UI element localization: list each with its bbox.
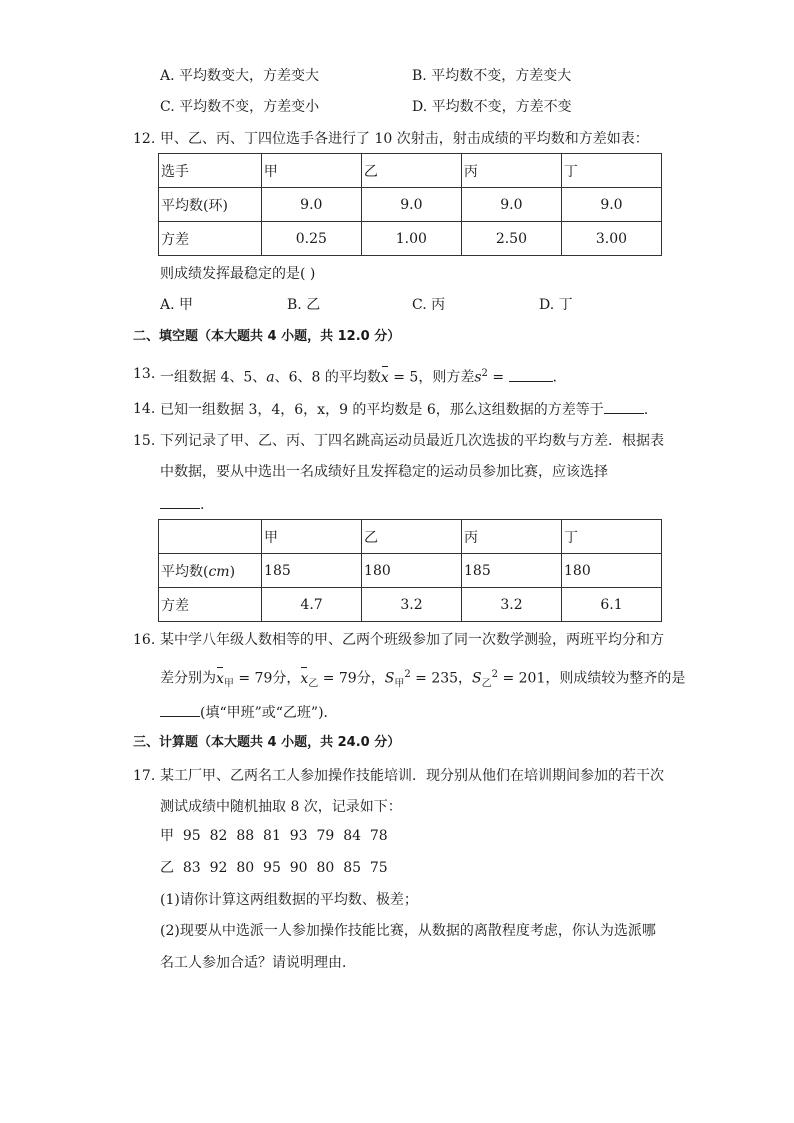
text: 已知一组数据 3，4，6，x，9 的平均数是 6，那么这组数据的方差等于 bbox=[160, 402, 604, 418]
math-xbar: x bbox=[380, 369, 389, 386]
text: 一组数据 4、5、 bbox=[160, 369, 267, 386]
q17-part2-line2: 名工人参加合适？请说明理由． bbox=[160, 955, 356, 971]
q17-number: 17. bbox=[133, 768, 156, 784]
table-cell: 丙 bbox=[461, 154, 561, 188]
table-row bbox=[159, 554, 662, 588]
subscript: 乙 bbox=[481, 678, 492, 690]
q12-table bbox=[158, 153, 662, 256]
q17-line2: 测试成绩中随机抽取 8 次，记录如下： bbox=[160, 799, 402, 815]
text: = 5，则方差 bbox=[388, 369, 475, 386]
answer-blank[interactable] bbox=[604, 399, 644, 414]
table-cell: 1.00 bbox=[361, 222, 461, 256]
text: . bbox=[552, 369, 557, 386]
table-cell bbox=[159, 554, 262, 588]
text: 、6、8 的平均数 bbox=[274, 369, 381, 386]
table-cell: 180 bbox=[562, 554, 662, 588]
table-row bbox=[159, 154, 662, 188]
q15-answer-line bbox=[160, 494, 204, 515]
table-cell: 0.25 bbox=[261, 222, 361, 256]
text: = 79分， bbox=[318, 670, 385, 687]
table-cell: 9.0 bbox=[461, 188, 561, 222]
text: 平均数( bbox=[161, 563, 209, 580]
q12-text: 甲、乙、丙、丁四位选手各进行了 10 次射击，射击成绩的平均数和方差如表： bbox=[160, 131, 649, 147]
table-cell: 6.1 bbox=[562, 588, 662, 622]
table-row bbox=[159, 222, 662, 256]
q17-part2-line1: (2)现要从中选派一人参加操作技能比赛，从数据的离散程度考虑，你认为选派哪 bbox=[160, 923, 656, 939]
table-cell: 9.0 bbox=[261, 188, 361, 222]
text: (填“甲班”或“乙班”)． bbox=[200, 705, 338, 721]
table-cell: 乙 bbox=[362, 520, 462, 554]
table-cell: 方差 bbox=[159, 222, 262, 256]
q16-line2 bbox=[160, 665, 685, 694]
text: = bbox=[487, 369, 509, 386]
section-heading-calculation: 三、计算题（本大题共 4 小题，共 24.0 分） bbox=[133, 735, 401, 750]
table-cell: 185 bbox=[262, 554, 362, 588]
q15-number: 15. bbox=[133, 433, 156, 449]
q12-number: 12. bbox=[133, 131, 156, 147]
q11-option-d: D. 平均数不变，方差不变 bbox=[412, 99, 572, 115]
math-var: s bbox=[474, 369, 482, 386]
subscript: 甲 bbox=[223, 678, 234, 690]
table-cell: 甲 bbox=[261, 154, 361, 188]
q15-line2: 中数据，要从中选出一名成绩好且发挥稳定的运动员参加比赛，应该选择 bbox=[160, 464, 608, 480]
answer-blank[interactable] bbox=[160, 494, 200, 509]
table-cell: 180 bbox=[362, 554, 462, 588]
q11-option-c: C. 平均数不变，方差变小 bbox=[160, 99, 320, 115]
q12-question: 则成绩发挥最稳定的是( ) bbox=[160, 266, 316, 282]
math-xbar: x bbox=[216, 670, 224, 687]
table-cell: 4.7 bbox=[262, 588, 362, 622]
q17-data-jia: 甲 95 82 88 81 93 79 84 78 bbox=[160, 828, 388, 844]
q14-number: 14. bbox=[133, 401, 156, 417]
superscript: 2 bbox=[481, 368, 488, 379]
q12-option-b: B. 乙 bbox=[287, 297, 321, 313]
subscript: 乙 bbox=[308, 678, 319, 690]
table-cell: 选手 bbox=[159, 154, 262, 188]
text: = 79分， bbox=[233, 670, 301, 687]
table-cell: 2.50 bbox=[461, 222, 561, 256]
answer-blank[interactable] bbox=[509, 367, 553, 382]
table-cell: 3.2 bbox=[362, 588, 462, 622]
q13-text bbox=[160, 364, 557, 388]
text: = 201，则成绩较为整齐的是 bbox=[498, 670, 686, 687]
q17-line1: 某工厂甲、乙两名工人参加操作技能培训．现分别从他们在培训期间参加的若干次 bbox=[160, 768, 664, 784]
table-cell: 方差 bbox=[159, 588, 262, 622]
math-unit: cm bbox=[208, 563, 230, 580]
text: . bbox=[643, 402, 649, 418]
table-cell: 3.2 bbox=[462, 588, 562, 622]
table-cell: 9.0 bbox=[561, 188, 661, 222]
subscript: 甲 bbox=[394, 678, 405, 690]
q13-number: 13. bbox=[133, 366, 156, 382]
q16-number: 16. bbox=[133, 632, 156, 648]
table-cell bbox=[159, 520, 262, 554]
superscript: 2 bbox=[491, 669, 499, 680]
table-cell: 185 bbox=[462, 554, 562, 588]
q17-part1: (1)请你计算这两组数据的平均数、极差； bbox=[160, 892, 418, 908]
q12-option-d: D. 丁 bbox=[539, 297, 573, 313]
text: = 235， bbox=[410, 670, 473, 687]
table-cell: 丙 bbox=[462, 520, 562, 554]
math-var: S bbox=[384, 670, 395, 687]
q12-option-c: C. 丙 bbox=[412, 297, 446, 313]
math-var: a bbox=[266, 369, 275, 386]
math-var: S bbox=[472, 670, 482, 687]
q15-table bbox=[158, 519, 662, 622]
q16-line3 bbox=[160, 702, 338, 723]
table-cell: 丁 bbox=[562, 520, 662, 554]
table-row bbox=[159, 188, 662, 222]
q11-option-a: A. 平均数变大，方差变大 bbox=[160, 68, 320, 84]
text: ) bbox=[229, 563, 236, 580]
section-heading-fill-in: 二、填空题（本大题共 4 小题，共 12.0 分） bbox=[133, 329, 401, 344]
table-cell: 乙 bbox=[361, 154, 461, 188]
table-row bbox=[159, 588, 662, 622]
table-cell: 甲 bbox=[262, 520, 362, 554]
table-row bbox=[159, 520, 662, 554]
answer-blank[interactable] bbox=[160, 702, 200, 717]
superscript: 2 bbox=[404, 669, 411, 680]
q15-line1: 下列记录了甲、乙、丙、丁四名跳高运动员最近几次选拔的平均数与方差．根据表 bbox=[160, 433, 664, 449]
q12-option-a: A. 甲 bbox=[160, 297, 194, 313]
q14-text bbox=[160, 399, 648, 420]
q16-line1: 某中学八年级人数相等的甲、乙两个班级参加了同一次数学测验，两班平均分和方 bbox=[160, 632, 664, 648]
table-cell: 平均数(环) bbox=[159, 188, 262, 222]
math-xbar: x bbox=[300, 670, 309, 687]
q17-data-yi: 乙 83 92 80 95 90 80 85 75 bbox=[160, 860, 388, 876]
text: 差分别为 bbox=[160, 670, 216, 687]
text: . bbox=[200, 497, 205, 513]
table-cell: 3.00 bbox=[561, 222, 661, 256]
q11-option-b: B. 平均数不变，方差变大 bbox=[412, 68, 572, 84]
table-cell: 9.0 bbox=[361, 188, 461, 222]
table-cell: 丁 bbox=[561, 154, 661, 188]
